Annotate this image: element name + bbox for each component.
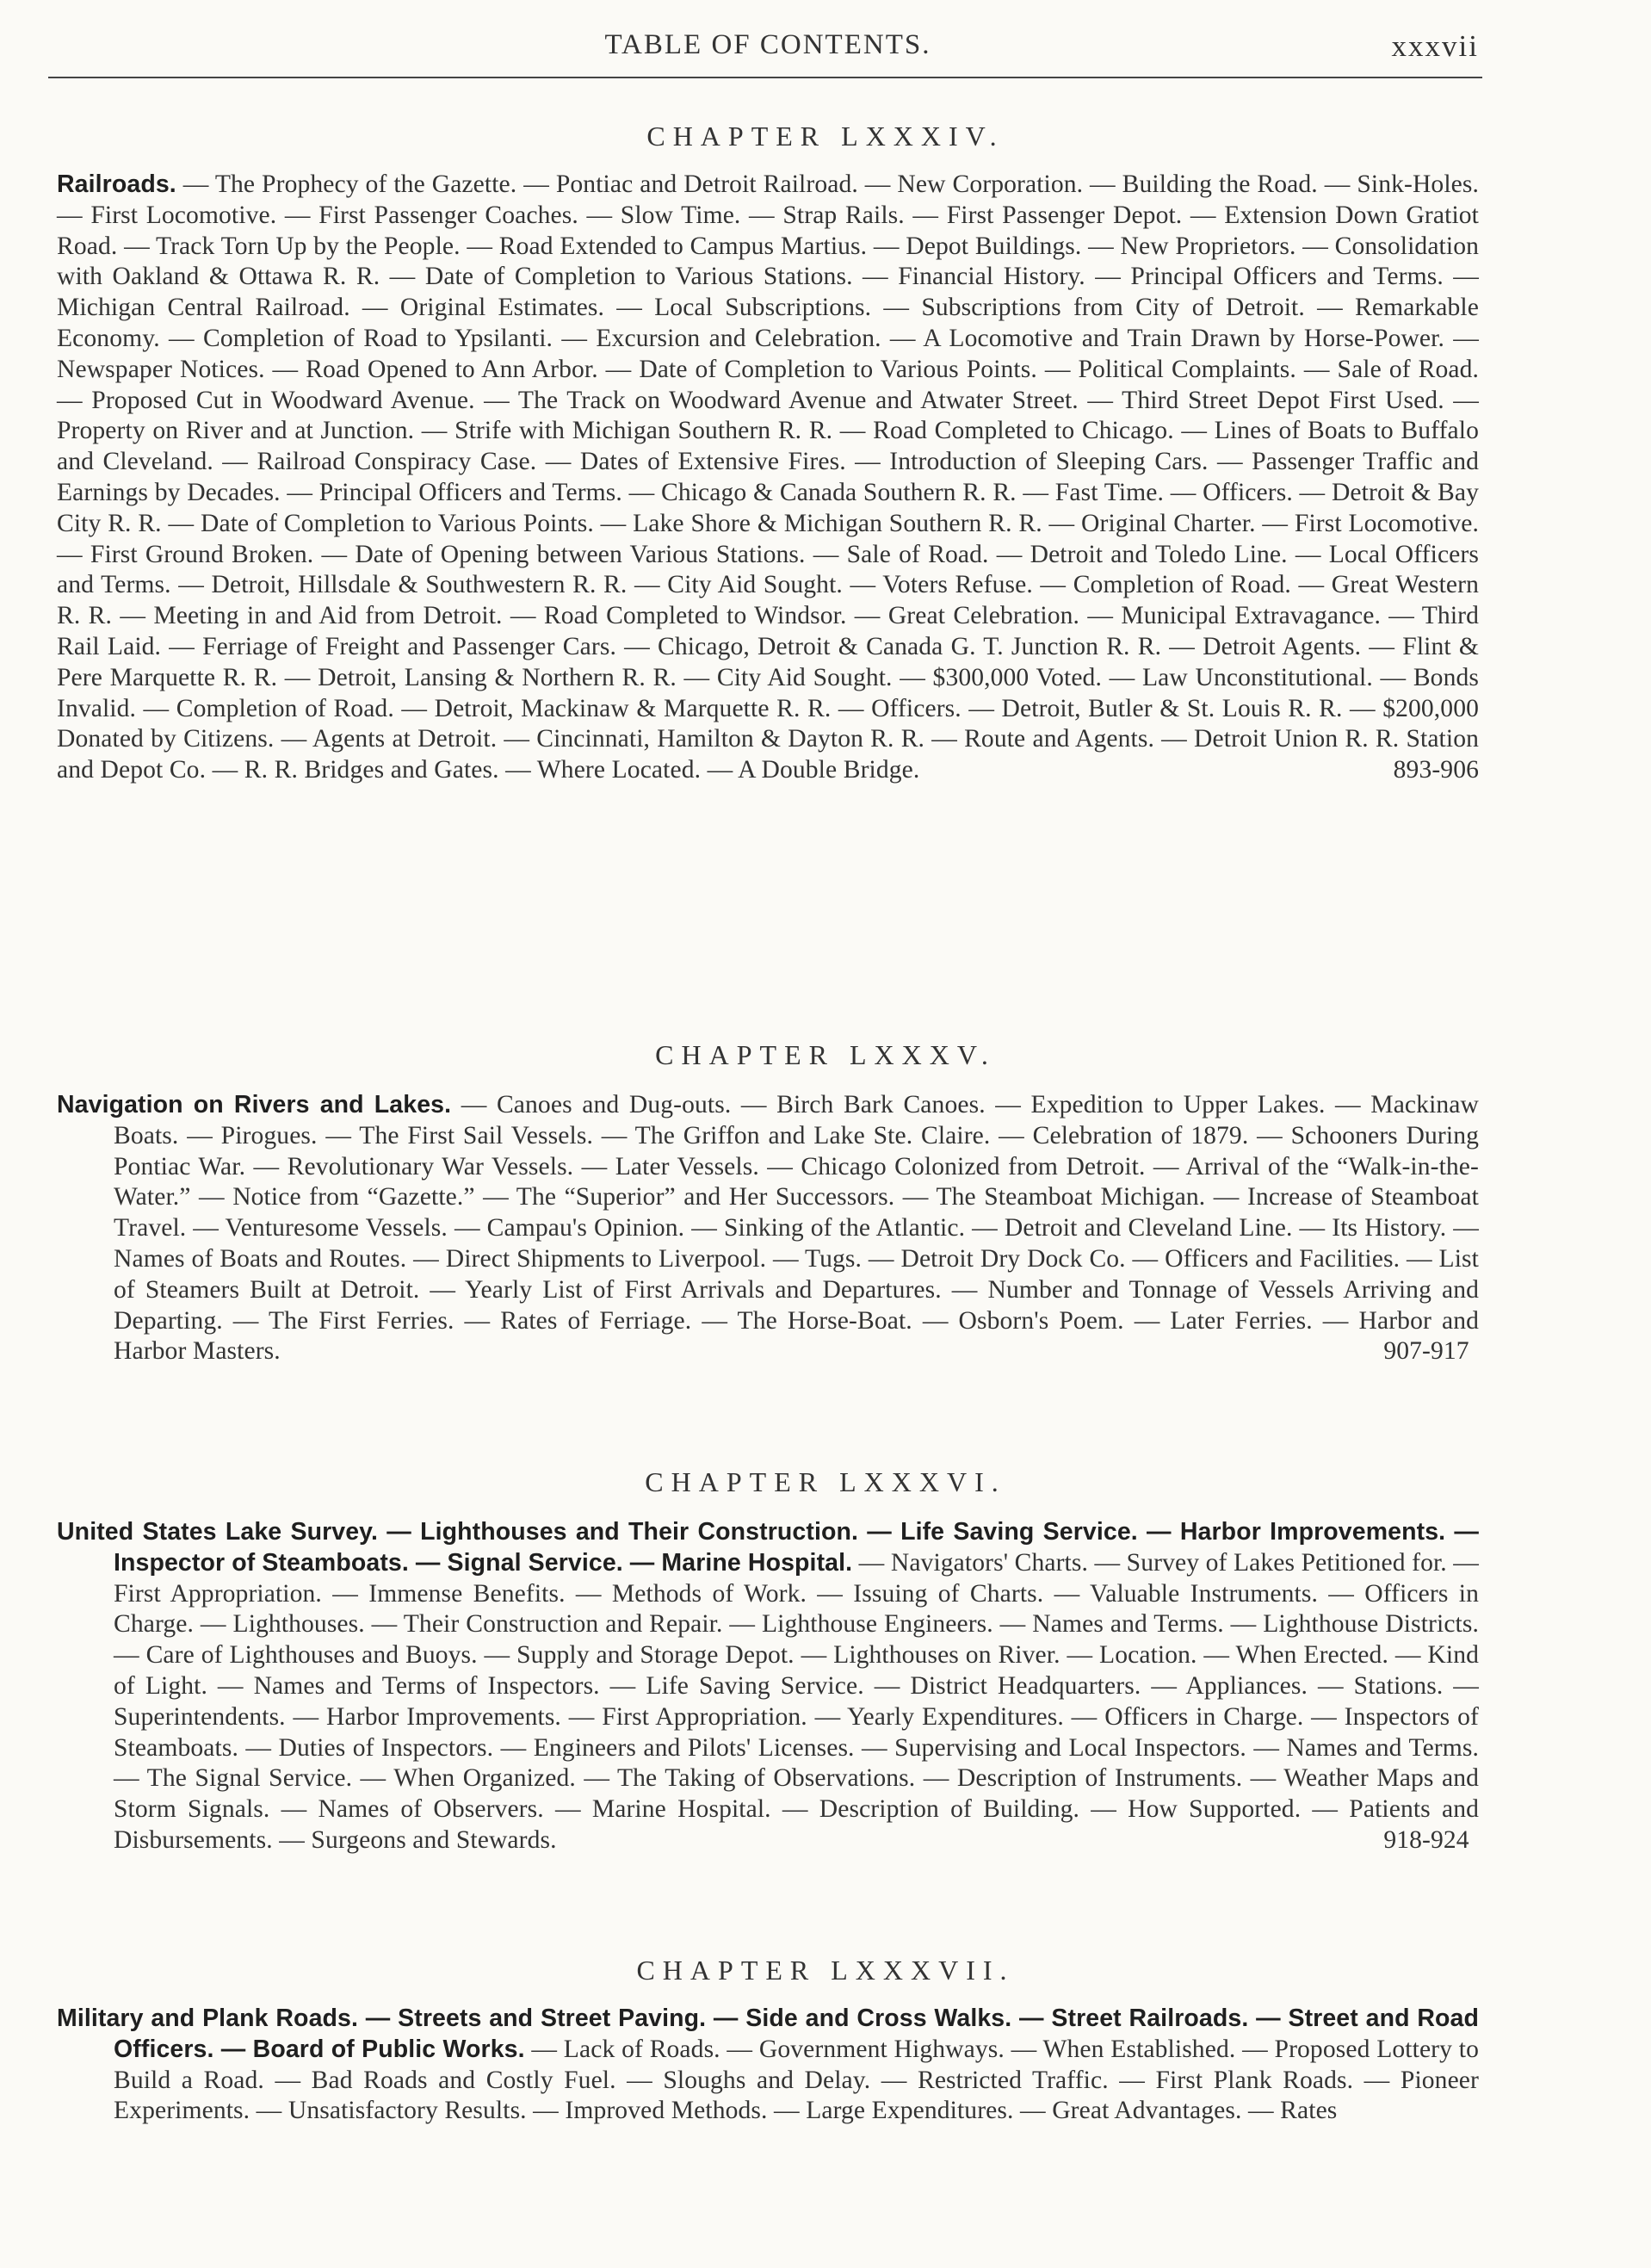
chapter-heading-85: CHAPTER LXXXV. [655,1039,996,1070]
toc-entry-navigation [57,1090,1479,1367]
entry-body: — Lack of Roads. — Government Highways. — When Established. — Proposed Lottery to Build a Road. — Bad Roads and Costly Fuel. — Sloughs and Delay. — Restricted Traffic. — First Plank Roads. — Pioneer Experiments. — Unsatisfactory Results. — Improved Methods. — Large Expenditures. — Great Advantages. — Rates [114,2035,1479,2125]
page-range: 893-906 [1393,756,1479,784]
chapter-heading-84: CHAPTER LXXXIV. [646,121,1005,152]
toc-entry-roads [57,2004,1479,2127]
page-number: xxxvii [1391,29,1479,63]
entry-body: — Navigators' Charts. — Survey of Lakes Petitioned for. — First Appropriation. — Immense Benefits. — Methods of Work. — Issuing of Charts. — Valuable Instruments. — Officers in Charge. — Lighthouses. — Their Construction and Repair. — Lighthouse Engineers. — Names and Terms. — Lighthouse Districts. — Care of Lighthouses and Buoys. — Supply and Storage Depot. — Lighthouses on River. — Location. — When Erected. — Kind of Light. — Names and Terms of Inspectors. — Life Saving Service. — District Headquarters. — Appliances. — Stations. — Superintendents. — Harbor Improvements. — First Appropriation. — Yearly Expenditures. — Officers in Charge. — Inspectors of Steamboats. — Duties of Inspectors. — Engineers and Pilots' Licenses. — Supervising and Local Inspectors. — Names and Terms. — The Signal Service. — When Organized. — The Taking of Observations. — Description of Instruments. — Weather Maps and Storm Signals. — Names of Observers. — Marine Hospital. — Description of Building. — How Supported. — Patients and Disbursements. — Surgeons and Stewards. [114,1548,1479,1854]
entry-lead-title: Military and Plank Roads. — Streets and Street Paving. — Side and Cross Walks. — Street Railroads. — Street and Road Officers. — Board of Public Works. [57,2005,1479,2063]
chapter-heading-86: CHAPTER LXXXVI. [645,1466,1006,1497]
toc-entry-railroads [57,170,1479,786]
header-rule [48,77,1482,78]
entry-lead-title: United States Lake Survey. — Lighthouses and Their Construction. — Life Saving Service. — Harbor Improvements. — Inspector of Steamboats. — Signal Service. — Marine Hospital. [57,1518,1479,1577]
running-head-title: TABLE OF CONTENTS. [604,29,931,60]
entry-body: — Canoes and Dug-outs. — Birch Bark Canoes. — Expedition to Upper Lakes. — Mackinaw Boats. — Pirogues. — The First Sail Vessels. — The Griffon and Lake Ste. Claire. — Celebration of 1879. — Schooners During Pontiac War. — Revolutionary War Vessels. — Later Vessels. — Chicago Colonized from Detroit. — Arrival of the “Walk-in-the-Water.” — Notice from “Gazette.” — The “Superior” and Her Successors. — The Steamboat Michigan. — Increase of Steamboat Travel. — Venturesome Vessels. — Campau's Opinion. — Sinking of the Atlantic. — Detroit and Cleveland Line. — Its History. — Names of Boats and Routes. — Direct Shipments to Liverpool. — Tugs. — Detroit Dry Dock Co. — Officers and Facilities. — List of Steamers Built at Detroit. — Yearly List of First Arrivals and Departures. — Number and Tonnage of Vessels Arriving and Departing. — The First Ferries. — Rates of Ferriage. — The Horse-Boat. — Osborn's Poem. — Later Ferries. — Harbor and Harbor Masters. [114,1091,1479,1366]
page-range: 907-917 [1383,1337,1469,1366]
toc-entry-lake-survey [57,1517,1479,1856]
chapter-heading-87: CHAPTER LXXXVII. [636,1955,1015,1986]
page-range: 918-924 [1383,1825,1469,1854]
running-head [57,26,1479,71]
entry-body: — The Prophecy of the Gazette. — Pontiac and Detroit Railroad. — New Corporation. — Building the Road. — Sink-Holes. — First Locomotive. — First Passenger Coaches. — Slow Time. — Strap Rails. — First Passenger Depot. — Extension Down Gratiot Road. — Track Torn Up by the People. — Road Extended to Campus Martius. — Depot Buildings. — New Proprietors. — Consolidation with Oakland & Ottawa R. R. — Date of Completion to Various Stations. — Financial History. — Principal Officers and Terms. — Michigan Central Railroad. — Original Estimates. — Local Subscriptions. — Subscriptions from City of Detroit. — Remarkable Economy. — Completion of Road to Ypsilanti. — Excursion and Celebration. — A Locomotive and Train Drawn by Horse-Power. — Newspaper Notices. — Road Opened to Ann Arbor. — Date of Completion to Various Points. — Political Complaints. — Sale of Road. — Proposed Cut in Woodward Avenue. — The Track on Woodward Avenue and Atwater Street. — Third Street Depot First Used. — Property on River and at Junction. — Strife with Michigan Southern R. R. — Road Completed to Chicago. — Lines of Boats to Buffalo and Cleveland. — Railroad Conspiracy Case. — Dates of Extensive Fires. — Introduction of Sleeping Cars. — Passenger Traffic and Earnings by Decades. — Principal Officers and Terms. — Chicago & Canada Southern R. R. — Fast Time. — Officers. — Detroit & Bay City R. R. — Date of Completion to Various Points. — Lake Shore & Michigan Southern R. R. — Original Charter. — First Locomotive. — First Ground Broken. — Date of Opening between Various Stations. — Sale of Road. — Detroit and Toledo Line. — Local Officers and Terms. — Detroit, Hillsdale & Southwestern R. R. — City Aid Sought. — Voters Refuse. — Completion of Road. — Great Western R. R. — Meeting in and Aid from Detroit. — Road Completed to Windsor. — Great Celebration. — Municipal Extravagance. — Third Rail Laid. — Ferriage of Freight and Passenger Cars. — Chicago, Detroit & Canada G. T. Junction R. R. — Detroit Agents. — Flint & Pere Marquette R. R. — Detroit, Lansing & Northern R. R. — City Aid Sought. — $300,000 Voted. — Law Unconstitutional. — Bonds Invalid. — Completion of Road. — Detroit, Mackinaw & Marquette R. R. — Officers. — Detroit, Butler & St. Louis R. R. — $200,000 Donated by Citizens. — Agents at Detroit. — Cincinnati, Hamilton & Dayton R. R. — Route and Agents. — Detroit Union R. R. Station and Depot Co. — R. R. Bridges and Gates. — Where Located. — A Double Bridge. [57,170,1479,784]
entry-lead-title: Railroads. [57,170,176,198]
entry-lead-title: Navigation on Rivers and Lakes. [57,1091,452,1119]
